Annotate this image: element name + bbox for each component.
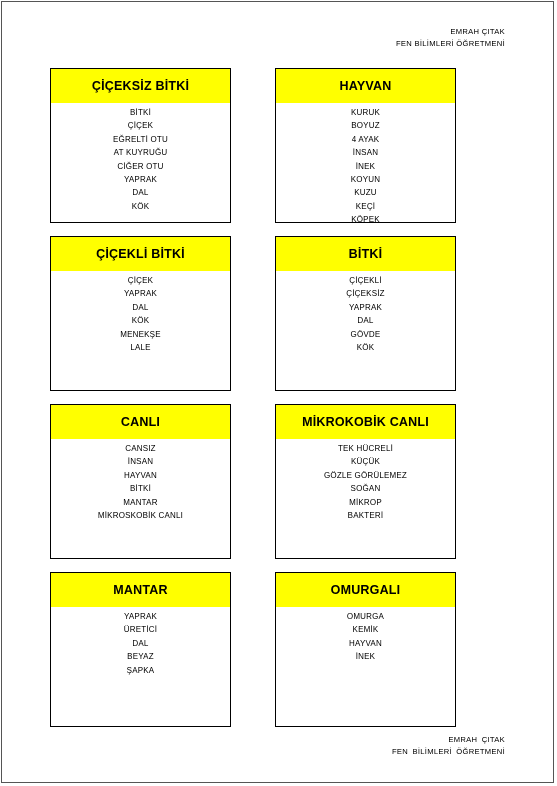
list-item: GÖZLE GÖRÜLEMEZ bbox=[323, 470, 407, 480]
list-item: MANTAR bbox=[123, 497, 158, 507]
header-author-block bbox=[396, 26, 505, 50]
card-title: MANTAR bbox=[51, 573, 230, 607]
list-item: BİTKİ bbox=[129, 108, 151, 117]
list-item: EĞRELTİ OTU bbox=[113, 134, 168, 144]
list-item: TEK HÜCRELİ bbox=[337, 444, 394, 453]
list-item: ÇİÇEKSİZ bbox=[346, 289, 385, 299]
card-mikrokobik-canli bbox=[275, 404, 456, 559]
card-word-list bbox=[51, 607, 230, 677]
list-item: ÇİÇEK bbox=[127, 276, 154, 285]
card-word-list bbox=[51, 271, 230, 354]
card-omurgali bbox=[275, 572, 456, 727]
list-item: İNSAN bbox=[352, 148, 379, 158]
list-item: ŞAPKA bbox=[126, 665, 155, 675]
footer-author-name: EMRAH ÇITAK bbox=[448, 735, 505, 744]
list-item: KUZU bbox=[354, 188, 377, 198]
card-title: HAYVAN bbox=[276, 69, 455, 103]
list-item: DAL bbox=[132, 302, 149, 312]
list-item: MİKROSKOBİK CANLI bbox=[97, 511, 184, 521]
list-item: YAPRAK bbox=[123, 289, 158, 299]
list-item: MİKROP bbox=[349, 497, 382, 507]
list-item: SOĞAN bbox=[350, 484, 381, 494]
list-item: KÖK bbox=[131, 316, 150, 326]
card-title: BİTKİ bbox=[276, 237, 455, 271]
card-bitki bbox=[275, 236, 456, 391]
list-item: KÖPEK bbox=[351, 215, 380, 225]
card-word-list bbox=[276, 103, 455, 227]
list-item: İNSAN bbox=[127, 457, 154, 467]
card-title: OMURGALI bbox=[276, 573, 455, 607]
list-item: CANSIZ bbox=[125, 444, 156, 453]
card-title: ÇİÇEKLİ BİTKİ bbox=[51, 237, 230, 271]
list-item: LALE bbox=[130, 343, 151, 353]
list-item: YAPRAK bbox=[123, 612, 158, 621]
card-word-list bbox=[51, 439, 230, 522]
list-item: 4 AYAK bbox=[351, 134, 380, 144]
card-word-list bbox=[276, 439, 455, 522]
list-item: KEMİK bbox=[352, 625, 379, 635]
list-item: KÖK bbox=[356, 343, 375, 353]
list-item: DAL bbox=[357, 316, 374, 326]
list-item: BEYAZ bbox=[127, 652, 154, 662]
list-item: ÇİÇEKLİ bbox=[349, 276, 382, 285]
list-item: KOYUN bbox=[350, 175, 381, 185]
card-canli bbox=[50, 404, 231, 559]
list-item: ÜRETİCİ bbox=[123, 625, 158, 635]
footer-author-role: FEN BİLİMLERİ ÖĞRETMENİ bbox=[391, 747, 505, 756]
list-item: İNEK bbox=[355, 652, 376, 662]
list-item: OMURGA bbox=[346, 612, 385, 621]
footer-author-block bbox=[392, 734, 505, 758]
list-item: KÖK bbox=[131, 201, 150, 211]
list-item: BİTKİ bbox=[129, 484, 151, 494]
list-item: BOYUZ bbox=[351, 121, 380, 131]
card-word-list bbox=[276, 271, 455, 354]
list-item: HAYVAN bbox=[349, 638, 382, 648]
list-item: KÜÇÜK bbox=[350, 457, 380, 467]
list-item: AT KUYRUĞU bbox=[113, 148, 168, 158]
list-item: YAPRAK bbox=[123, 175, 158, 185]
card-cicekli-bitki bbox=[50, 236, 231, 391]
card-word-list bbox=[51, 103, 230, 213]
card-title: ÇİÇEKSİZ BİTKİ bbox=[51, 69, 230, 103]
card-word-list bbox=[276, 607, 455, 664]
list-item: KEÇİ bbox=[355, 201, 376, 211]
list-item: ÇİÇEK bbox=[127, 121, 154, 131]
list-item: HAYVAN bbox=[124, 470, 157, 480]
header-author-name: EMRAH ÇITAK bbox=[450, 27, 505, 36]
list-item: KURUK bbox=[350, 108, 380, 117]
list-item: CİĞER OTU bbox=[117, 161, 164, 171]
header-author-role: FEN BİLİMLERİ ÖĞRETMENİ bbox=[395, 39, 505, 48]
card-hayvan bbox=[275, 68, 456, 223]
list-item: MENEKŞE bbox=[120, 329, 161, 339]
card-ciceksiz-bitki bbox=[50, 68, 231, 223]
card-title: CANLI bbox=[51, 405, 230, 439]
list-item: DAL bbox=[132, 188, 149, 198]
list-item: GÖVDE bbox=[350, 329, 381, 339]
card-title: MİKROKOBİK CANLI bbox=[276, 405, 455, 439]
card-mantar bbox=[50, 572, 231, 727]
list-item: YAPRAK bbox=[348, 302, 383, 312]
list-item: İNEK bbox=[355, 161, 376, 171]
list-item: DAL bbox=[132, 638, 149, 648]
list-item: BAKTERİ bbox=[347, 511, 384, 521]
